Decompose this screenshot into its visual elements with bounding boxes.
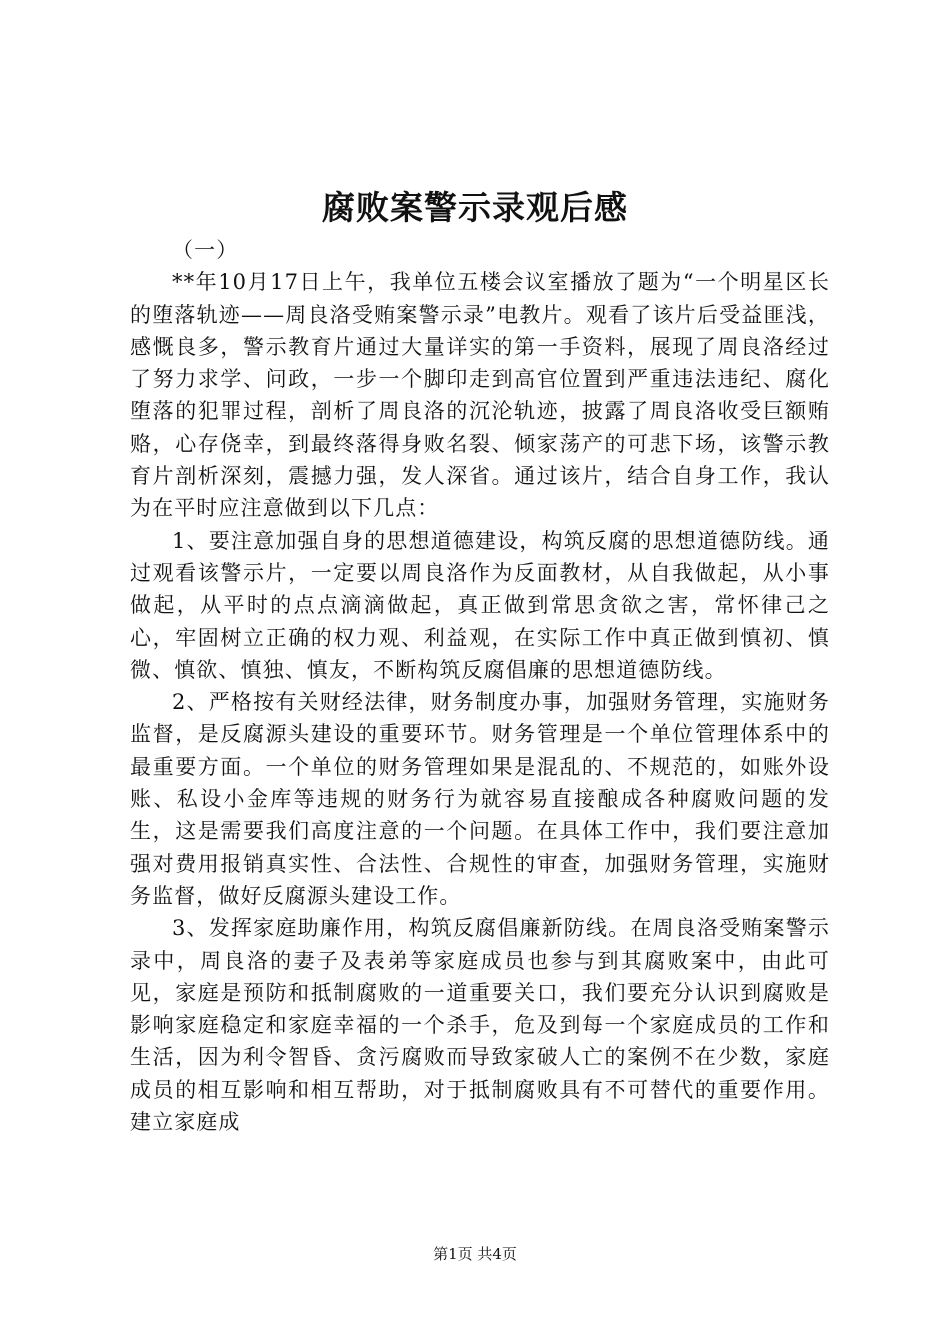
section-label: （一） — [172, 238, 239, 262]
document-title: 腐败案警示录观后感 — [322, 188, 628, 227]
document-body — [130, 234, 830, 1138]
paragraph-point-1: 1、要注意加强自身的思想道德建设，构筑反腐的思想道德防线。通过观看该警示片，一定要以周良洛作为反面教材，从自我做起，从小事做起，从平时的点点滴滴做起，真正做到常思贪欲之害，常怀律己之心，牢固树立正确的权力观、利益观，在实际工作中真正做到慎初、慎微、慎欲、慎独、慎友，不断构筑反腐倡廉的思想道德防线。 — [130, 528, 830, 682]
paragraph-intro: **年10月17日上午，我单位五楼会议室播放了题为“一个明星区长的堕落轨迹——周良洛受贿案警示录”电教片。观看了该片后受益匪浅，感慨良多，警示教育片通过大量详实的第一手资料，展现了周良洛经过了努力求学、问政，一步一个脚印走到高官位置到严重违法违纪、腐化堕落的犯罪过程，剖析了周良洛的沉沦轨迹，披露了周良洛收受巨额贿赂，心存侥幸，到最终落得身败名裂、倾家荡产的可悲下场，该警示教育片剖析深刻，震撼力强，发人深省。通过该片，结合自身工作，我认为在平时应注意做到以下几点： — [130, 270, 830, 521]
page-number-footer: 第1页 共4页 — [433, 1245, 517, 1263]
paragraph-point-3: 3、发挥家庭助廉作用，构筑反腐倡廉新防线。在周良洛受贿案警示录中，周良洛的妻子及表弟等家庭成员也参与到其腐败案中，由此可见，家庭是预防和抵制腐败的一道重要关口，我们要充分认识到腐败是影响家庭稳定和家庭幸福的一个杀手，危及到每一个家庭成员的工作和生活，因为利令智昏、贪污腐败而导致家破人亡的案例不在少数，家庭成员的相互影响和相互帮助，对于抵制腐败具有不可替代的重要作用。建立家庭成 — [130, 916, 830, 1135]
paragraph-point-2: 2、严格按有关财经法律，财务制度办事，加强财务管理，实施财务监督，是反腐源头建设的重要环节。财务管理是一个单位管理体系中的最重要方面。一个单位的财务管理如果是混乱的、不规范的，如账外设账、私设小金库等违规的财务行为就容易直接酿成各种腐败问题的发生，这是需要我们高度注意的一个问题。在具体工作中，我们要注意加强对费用报销真实性、合法性、合规性的审查，加强财务管理，实施财务监督，做好反腐源头建设工作。 — [130, 690, 830, 908]
